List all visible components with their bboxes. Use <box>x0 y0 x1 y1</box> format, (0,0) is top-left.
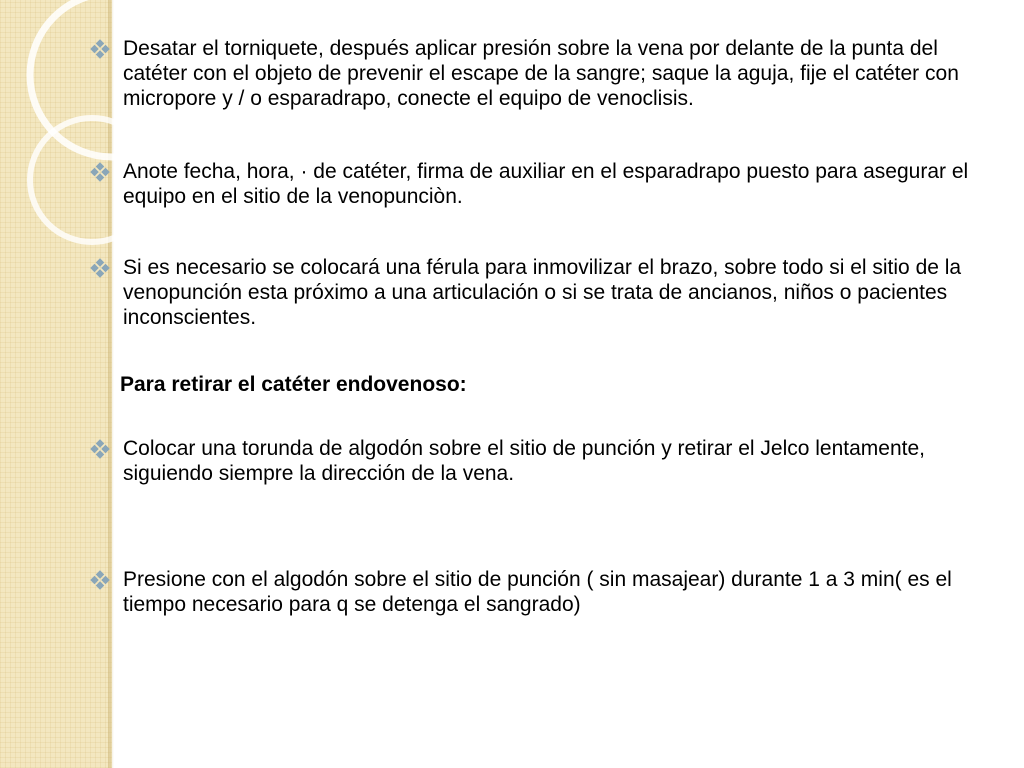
bullet-text: Si es necesario se colocará una férula para inmovilizar el brazo, sobre todo si el sitio de la venopunción esta próximo a una articulación o si se trata de ancianos, niños o pacientes inconscientes. <box>123 256 962 329</box>
section-heading: Para retirar el catéter endovenoso: <box>120 373 467 396</box>
diamond-bullet-icon <box>90 39 110 59</box>
bullet-text: Colocar una torunda de algodón sobre el sitio de punción y retirar el Jelco lentamente, siguiendo siempre la dirección de la vena. <box>123 437 925 485</box>
diamond-bullet-icon <box>90 258 110 278</box>
slide-content <box>90 36 1000 617</box>
bullet-item-1 <box>90 36 1000 111</box>
diamond-bullet-icon <box>90 439 110 459</box>
diamond-bullet-icon <box>90 570 110 590</box>
bullet-text: Anote fecha, hora, · de catéter, firma de auxiliar en el esparadrapo puesto para asegurar el equipo en el sitio de la venopunciòn. <box>123 160 969 208</box>
diamond-bullet-icon <box>90 162 110 182</box>
bullet-item-3 <box>90 255 1000 330</box>
bullet-text: Presione con el algodón sobre el sitio de punción ( sin masajear) durante 1 a 3 min( es el tiempo necesario para q se detenga el sangrado) <box>123 568 952 616</box>
bullet-item-5 <box>90 567 1000 617</box>
bullet-item-4 <box>90 436 1000 486</box>
bullet-text: Desatar el torniquete, después aplicar presión sobre la vena por delante de la punta del catéter con el objeto de prevenir el escape de la sangre; saque la aguja, fije el catéter con micropore y / o esparadrapo, conecte el equipo de venoclisis. <box>123 37 959 110</box>
bullet-item-2 <box>90 159 1000 209</box>
